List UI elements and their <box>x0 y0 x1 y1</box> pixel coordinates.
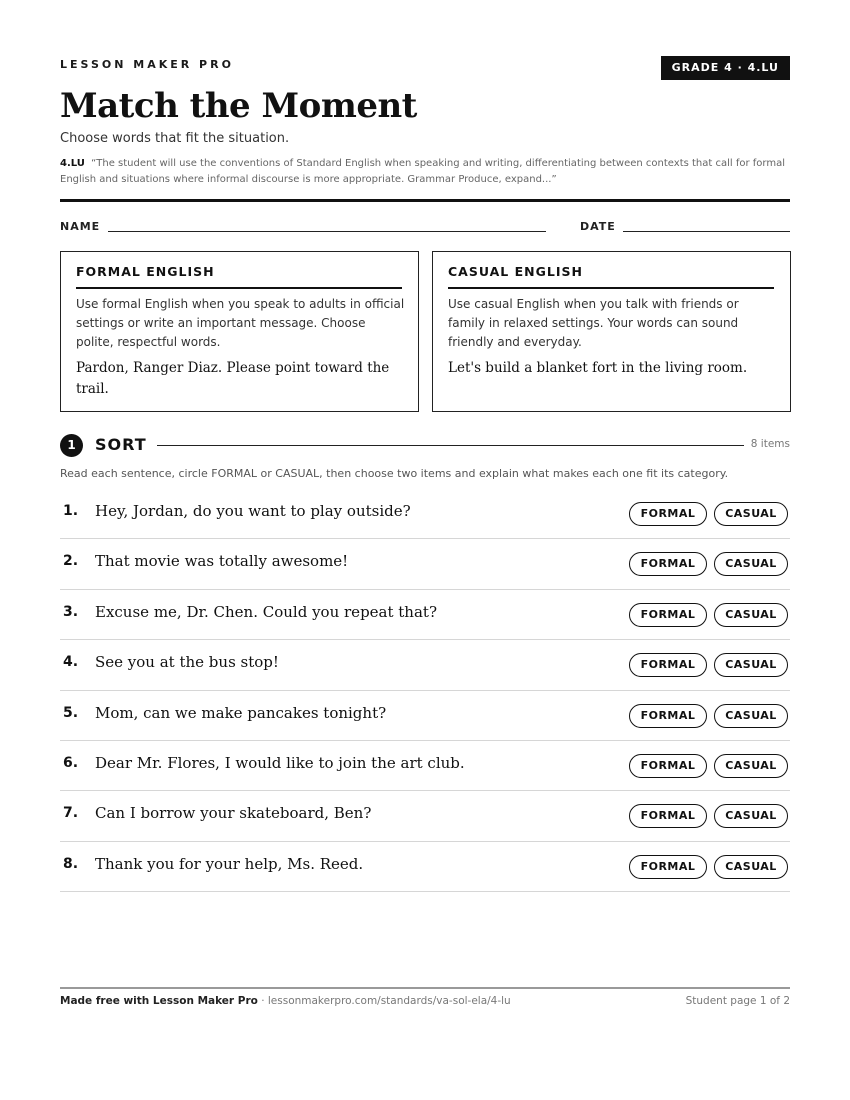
item-number: 4. <box>63 654 79 671</box>
formal-choice-button[interactable]: FORMAL <box>629 653 707 677</box>
formal-choice-button[interactable]: FORMAL <box>629 855 707 879</box>
card-example: Let's build a blanket fort in the living room. <box>448 360 748 376</box>
card-heading: FORMAL ENGLISH <box>76 264 215 279</box>
footer-url[interactable]: · lessonmakerpro.com/standards/va-sol-ela/4-lu <box>257 995 511 1007</box>
formal-choice-button[interactable]: FORMAL <box>629 502 707 526</box>
top-bar <box>60 56 790 80</box>
list-item <box>60 640 790 690</box>
item-number: 1. <box>63 503 79 519</box>
item-number: 7. <box>63 805 79 822</box>
list-item <box>60 489 790 539</box>
casual-choice-button[interactable]: CASUAL <box>714 552 788 576</box>
sort-section-header <box>60 434 790 456</box>
card-heading: CASUAL ENGLISH <box>448 264 583 279</box>
formal-english-card <box>60 251 419 412</box>
item-number: 5. <box>63 704 79 721</box>
casual-choice-button[interactable]: CASUAL <box>714 855 788 879</box>
casual-choice-button[interactable]: CASUAL <box>714 704 788 728</box>
formal-choice-button[interactable]: FORMAL <box>629 603 707 627</box>
item-number: 8. <box>63 855 79 872</box>
footer-page-number: Student page 1 of 2 <box>685 995 790 1007</box>
page-title: Match the Moment <box>60 86 417 126</box>
footer-made-with: Made free with Lesson Maker Pro <box>60 995 258 1007</box>
formal-choice-button[interactable]: FORMAL <box>629 552 707 576</box>
worksheet-page <box>60 0 790 1100</box>
casual-choice-button[interactable]: CASUAL <box>714 804 788 828</box>
card-description: Use casual English when you talk with friends or family in relaxed settings. Your words can sound friendly and everyday. <box>448 297 739 349</box>
standard-description <box>60 156 790 188</box>
section-number-badge: 1 <box>60 434 83 457</box>
casual-choice-button[interactable]: CASUAL <box>714 603 788 627</box>
brand-name: LESSON MAKER PRO <box>60 58 234 71</box>
casual-choice-button[interactable]: CASUAL <box>714 502 788 526</box>
standard-code: 4.LU <box>60 158 85 169</box>
item-number: 2. <box>63 553 79 570</box>
name-label: NAME <box>60 220 101 233</box>
item-sentence: That movie was totally awesome! <box>95 552 349 571</box>
list-item <box>60 791 790 841</box>
list-item <box>60 539 790 589</box>
item-sentence: Thank you for your help, Ms. Reed. <box>95 854 364 873</box>
card-divider <box>76 287 402 289</box>
casual-english-card <box>432 251 791 412</box>
page-subtitle: Choose words that fit the situation. <box>60 131 290 146</box>
standard-text: “The student will use the conventions of Standard English when speaking and writing, differentiating between contexts that call for formal English and situations where informal discourse is more appropriate. Grammar Produce, expand...” <box>60 158 785 185</box>
card-divider <box>448 287 774 289</box>
card-description: Use formal English when you speak to adults in official settings or write an important message. Choose polite, respectful words. <box>76 297 405 349</box>
grade-badge: GRADE 4 · 4.LU <box>661 56 790 80</box>
item-number: 3. <box>63 603 79 620</box>
item-number: 6. <box>63 754 79 771</box>
sort-instructions: Read each sentence, circle FORMAL or CASUAL, then choose two items and explain what makes each one fit its category. <box>60 467 729 480</box>
item-sentence: Mom, can we make pancakes tonight? <box>95 703 387 722</box>
card-example: Pardon, Ranger Diaz. Please point toward the trail. <box>76 360 390 397</box>
name-field[interactable] <box>108 231 546 232</box>
item-count: 8 items <box>750 438 790 450</box>
casual-choice-button[interactable]: CASUAL <box>714 653 788 677</box>
formal-choice-button[interactable]: FORMAL <box>629 804 707 828</box>
list-item <box>60 691 790 741</box>
footer-credit <box>60 995 511 1007</box>
item-sentence: Hey, Jordan, do you want to play outside? <box>95 502 411 520</box>
header-divider <box>60 199 790 202</box>
list-item <box>60 842 790 892</box>
formal-choice-button[interactable]: FORMAL <box>629 754 707 778</box>
section-divider <box>157 445 744 446</box>
footer-divider <box>60 987 790 989</box>
formal-choice-button[interactable]: FORMAL <box>629 704 707 728</box>
list-item <box>60 590 790 640</box>
item-sentence: Excuse me, Dr. Chen. Could you repeat that? <box>95 602 437 621</box>
list-item <box>60 741 790 791</box>
date-label: DATE <box>580 220 616 233</box>
date-field[interactable] <box>623 231 790 232</box>
item-sentence: Dear Mr. Flores, I would like to join the art club. <box>95 753 465 772</box>
item-sentence: Can I borrow your skateboard, Ben? <box>95 804 372 823</box>
sort-item-list <box>60 489 790 892</box>
casual-choice-button[interactable]: CASUAL <box>714 754 788 778</box>
section-title: SORT <box>95 435 147 454</box>
item-sentence: See you at the bus stop! <box>95 653 279 672</box>
name-date-row <box>60 219 790 235</box>
